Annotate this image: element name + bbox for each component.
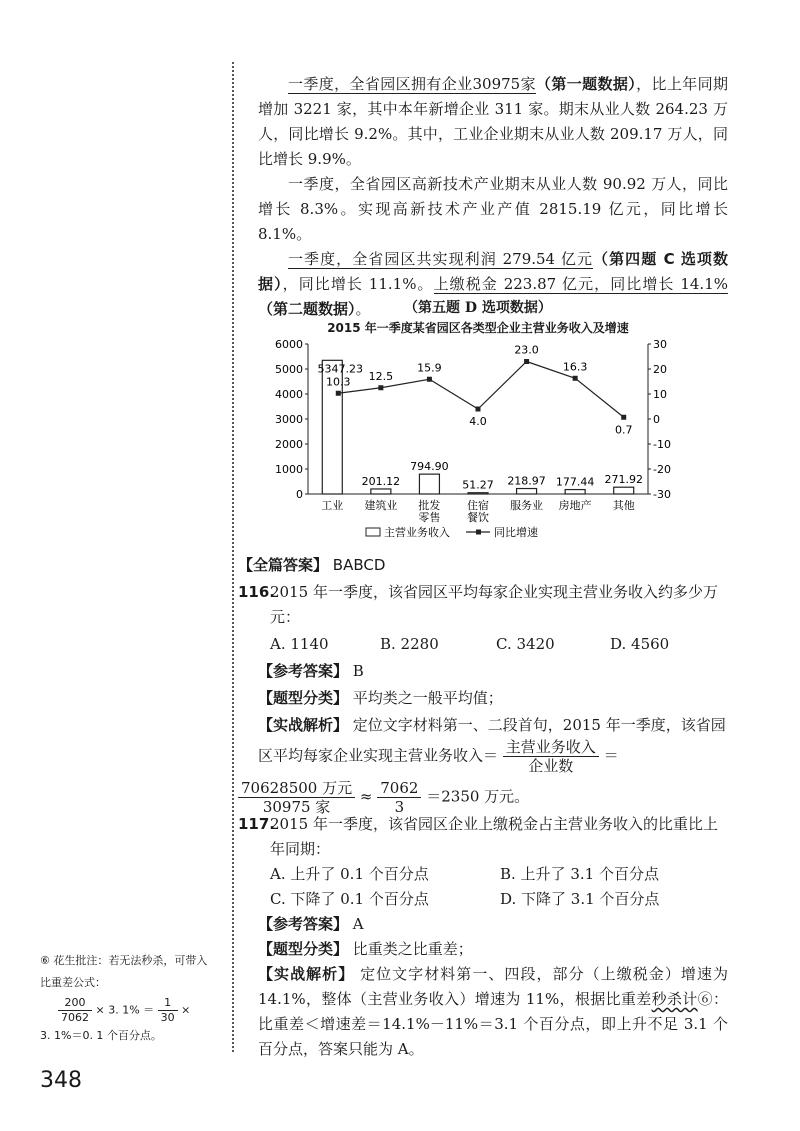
column-divider [232, 62, 234, 1052]
p1-note: （第一题数据） [535, 75, 637, 93]
q116-type-label: 【题型分类】 [258, 689, 349, 707]
growth-point [427, 377, 432, 382]
bar-label: 218.97 [507, 474, 546, 488]
q117-option-d[interactable]: D. 下降了 3.1 个百分点 [500, 890, 660, 908]
q117-analysis-term: 秒杀计 [651, 990, 698, 1008]
q116-options [238, 632, 728, 657]
side-frac-1 [58, 996, 92, 1025]
side-note [40, 950, 218, 1047]
q116-answer-label: 【参考答案】 [258, 662, 349, 680]
y2-tick-label: -30 [653, 488, 671, 501]
bar-label: 177.44 [555, 475, 595, 489]
y2-tick-label: 10 [653, 388, 667, 401]
p1-unit: 家 [520, 75, 536, 93]
q117-answer [238, 912, 728, 937]
bar-label: 201.12 [361, 474, 401, 488]
full-answer-label: 【全篇答案】 [238, 556, 329, 574]
p3-profit: 一季度，全省园区共实现利润 279.54 亿元 [288, 250, 594, 268]
p3-note-2: （第二题数据） [258, 300, 356, 318]
side-tail: × [181, 1003, 191, 1017]
p1-rest: ，比上年同期增加 3221 家，其中本年新增企业 311 家。期末从业人数 264.23 万人，同比增长 9.2%。其中，工业企业期末从业人数 209.17 万人，同比增长 9.9%。 [258, 75, 728, 168]
y-tick-label: 5000 [275, 363, 303, 376]
question-117 [238, 812, 728, 1062]
p3-growth: ，同比增长 11.1%。 [282, 275, 434, 293]
chart-caption: （第五题 D 选项数据） [404, 300, 552, 316]
side-frac-1-den: 7062 [61, 1011, 89, 1024]
q117-type [238, 937, 728, 962]
y2-tick-label: 0 [653, 413, 660, 426]
q116-frac-2-num: 70628500 万元 [238, 779, 355, 798]
q117-type-label: 【题型分类】 [258, 940, 349, 958]
bar-label: 271.92 [604, 473, 643, 487]
paragraph-1 [258, 72, 728, 172]
q116-formula [238, 779, 728, 816]
category-label: 零售 [418, 511, 441, 524]
q116-frac-2 [238, 779, 355, 816]
q117-type-value: 比重类之比重差； [352, 940, 473, 958]
p1-underlined-start: 一季度，全省园区拥有企业 [288, 75, 473, 93]
q117-answer-value: A [352, 915, 364, 933]
q116-number: 116. [238, 583, 276, 601]
category-label: 房地产 [558, 499, 592, 512]
y2-tick-label: 30 [653, 338, 667, 351]
paragraph-2: 一季度，全省园区高新技术产业期末从业人数 90.92 万人，同比增长 8.3%。实现高新技术产业产值 2815.19 亿元，同比增长 8.1%。 [258, 175, 728, 243]
bar-label: 5347.23 [317, 362, 364, 376]
bar [614, 487, 634, 494]
p3-note-1: （第四题 C 选项数据） [258, 250, 728, 293]
y-tick-label: 0 [296, 488, 303, 501]
category-label: 餐饮 [467, 511, 489, 524]
page-number: 348 [40, 1068, 82, 1093]
side-frac-2-den: 30 [160, 1011, 175, 1024]
full-answer [238, 553, 728, 578]
q116-type-value: 平均类之一般平均值； [352, 689, 503, 707]
q116-answer [238, 659, 728, 684]
y-tick-label: 3000 [275, 413, 303, 426]
q116-frac-1 [503, 738, 599, 775]
y2-tick-label: 20 [653, 363, 667, 376]
legend-line-label: 同比增速 [494, 526, 538, 539]
category-label: 批发 [418, 499, 441, 512]
q117-option-c[interactable]: C. 下降了 0.1 个百分点 [270, 890, 429, 908]
growth-label: 12.5 [368, 369, 394, 383]
side-frac-1-num: 200 [58, 996, 92, 1011]
q116-option-d[interactable]: D. 4560 [610, 635, 670, 653]
q117-number: 117. [238, 815, 276, 833]
q116-analysis-label: 【实战解析】 [258, 716, 349, 734]
full-answer-value: BABCD [332, 556, 386, 574]
q116-type [238, 686, 728, 711]
p1-number: 30975 [472, 75, 521, 93]
y-tick-label: 4000 [275, 388, 303, 401]
growth-point [524, 359, 529, 364]
main-text [258, 72, 728, 322]
side-note-formula [40, 996, 218, 1025]
q117-analysis-text-a: 定位文字材料第一、四段，部分（上缴税金）增速为 14.1%，整体（主营业务收入）增速为 11%，根据比重差 [258, 965, 728, 1008]
y-tick-label: 1000 [275, 463, 303, 476]
q117-text: 2015 年一季度，该省园区企业上缴税金占主营业务收入的比重比上年同期： [270, 815, 718, 858]
bar-label: 794.90 [410, 460, 449, 474]
growth-label: 0.7 [614, 423, 633, 437]
growth-point [573, 376, 578, 381]
y-tick-label: 2000 [275, 438, 303, 451]
category-label: 服务业 [510, 499, 544, 512]
bar [565, 490, 585, 494]
y2-tick-label: -20 [653, 463, 671, 476]
q116-answer-value: B [352, 662, 364, 680]
q116-text: 2015 年一季度，该省园区平均每家企业实现主营业务收入约多少万元： [270, 583, 718, 626]
growth-label: 23.0 [514, 343, 539, 357]
q116-frac-3 [377, 779, 421, 816]
q117-answer-label: 【参考答案】 [258, 915, 349, 933]
bar-label: 51.27 [462, 478, 494, 492]
q117-options [238, 862, 728, 912]
q116-analysis-text: 定位文字材料第一、二段首句，2015 年一季度，该省园区平均每家企业实现主营业务收入＝ [258, 716, 726, 765]
side-frac-2-num: 1 [158, 996, 178, 1011]
bar [468, 493, 488, 494]
category-label: 住宿 [467, 499, 489, 512]
y-tick-label: 6000 [275, 338, 303, 351]
category-label: 建筑业 [364, 499, 398, 512]
growth-point [476, 407, 481, 412]
q116-approx: ≈ [359, 787, 373, 806]
q116-option-a[interactable]: A. 1140 [270, 635, 329, 653]
q116-frac-3-num: 7062 [377, 779, 421, 798]
bar [419, 474, 439, 494]
q117-analysis-text-c: ⑥：比重差＜增速差＝14.1%－11%＝3.1 个百分点，即上升不足 3.1 个百分点，答案只能为 A。 [258, 990, 728, 1058]
growth-label: 4.0 [469, 415, 487, 428]
side-note-title: ⑥ 花生批注：若无法秒杀，可带入比重差公式： [40, 954, 208, 989]
q117-option-b[interactable]: B. 上升了 3.1 个百分点 [500, 865, 659, 883]
growth-label: 15.9 [417, 361, 442, 375]
side-note-last: 3. 1%＝0. 1 个百分点。 [40, 1029, 162, 1042]
q116-result: ＝2350 万元。 [426, 787, 530, 806]
y2-tick-label: -10 [653, 438, 671, 451]
side-frac-2 [158, 996, 178, 1025]
category-label: 工业 [321, 499, 344, 512]
growth-point [621, 415, 626, 420]
q116-option-c[interactable]: C. 3420 [496, 635, 555, 653]
q116-stem [238, 580, 728, 630]
p3-tax: 上缴税金 223.87 亿元，同比增长 14.1% [433, 275, 728, 293]
q116-frac-2-den: 30975 家 [262, 798, 331, 816]
q117-analysis [238, 962, 728, 1062]
growth-point [378, 385, 383, 390]
bar [371, 489, 391, 494]
q117-option-a[interactable]: A. 上升了 0.1 个百分点 [270, 865, 429, 883]
chart-block [258, 295, 698, 550]
p3-end: 。 [355, 300, 371, 318]
side-mid: × 3. 1% ＝ [95, 1003, 155, 1017]
q116-frac-3-den: 3 [394, 798, 405, 816]
q116-option-b[interactable]: B. 2280 [380, 635, 439, 653]
question-116 [238, 580, 728, 816]
q116-eq: ＝ [603, 746, 619, 765]
growth-label: 10.3 [326, 375, 351, 389]
chart-title: 2015 年一季度某省园区各类型企业主营业务收入及增速 [327, 321, 629, 335]
combo-chart [258, 336, 698, 546]
q116-analysis [238, 713, 728, 775]
growth-point [336, 391, 341, 396]
legend-bar-label: 主营业务收入 [384, 526, 450, 539]
q116-frac-1-den: 企业数 [528, 757, 574, 775]
q117-analysis-label: 【实战解析】 [258, 965, 355, 983]
category-label: 其他 [612, 499, 635, 512]
legend-line-marker [476, 530, 481, 535]
growth-label: 16.3 [562, 360, 588, 374]
q117-stem [238, 812, 728, 862]
bar [517, 489, 537, 494]
legend-bar-swatch [366, 528, 380, 536]
q116-frac-1-num: 主营业务收入 [503, 738, 599, 757]
